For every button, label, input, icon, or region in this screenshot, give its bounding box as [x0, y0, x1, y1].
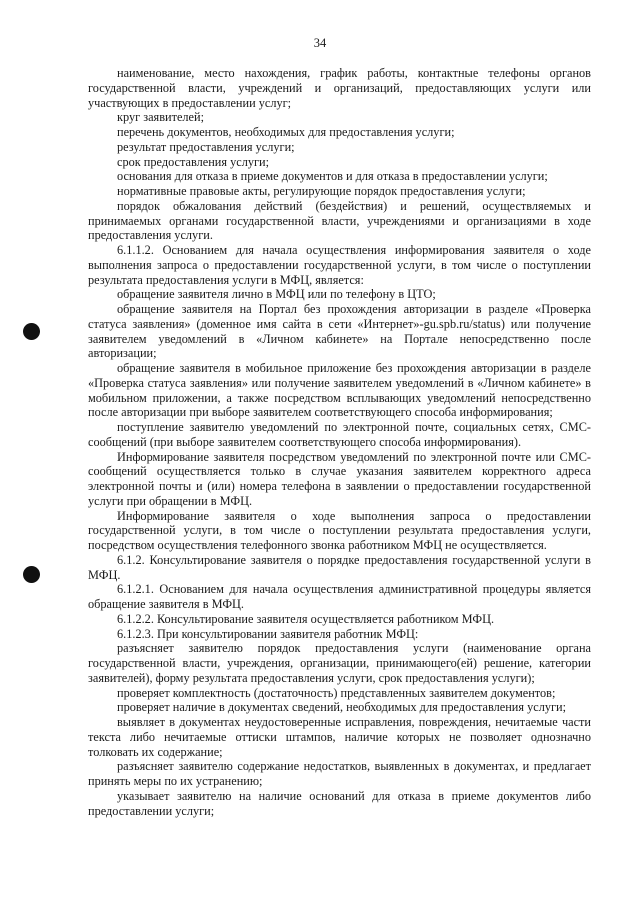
paragraph-6-1-2-1: 6.1.2.1. Основанием для начала осуществления административной процедуры является обращение заявителя в МФЦ.: [88, 582, 591, 611]
page-number: 34: [313, 36, 327, 50]
list-item-explains-deficiencies: разъясняет заявителю содержание недостатков, выявленных в документах, и предлагает принять меры по их устранению;: [88, 759, 591, 788]
list-item-appeal-procedure: порядок обжалования действий (бездействия) и решений, осуществляемых и принимаемых органами государственной власти, учреждениями и организациями в ходе предоставления услуги.: [88, 198, 591, 243]
list-item-portal: обращение заявителя на Портал без прохождения авторизации в разделе «Проверка статуса заявления» (доменное имя сайта в сети «Интернет»-gu.spb.ru/status) или получение заявителем уведомлений в «Личном кабинете» на Портале непосредственно после авторизации;: [88, 302, 591, 361]
list-item-term: срок предоставления услуги;: [117, 154, 270, 169]
paragraph-6-1-1-2: 6.1.1.2. Основанием для начала осуществления информирования заявителя о ходе выполнения запроса о предоставлении государственной услуги, в том числе о поступлении результата предоставления услуги в МФЦ, является:: [88, 243, 591, 287]
paragraph-info-bodies: наименование, место нахождения, график работы, контактные телефоны органов государственной власти, учреждений и организаций, предоставляющих услуги или участвующих в предоставлении услуг;: [88, 66, 591, 110]
list-item-personal-visit: обращение заявителя лично в МФЦ или по телефону в ЦТО;: [117, 287, 436, 302]
paragraph-email-sms-condition: Информирование заявителя посредством уведомлений по электронной почте или СМС-сообщений осуществляется только в случае указания заявителем корректного адреса электронной почты и (или) номера телефона в заявлении о предоставлении государственной услуги при обращении в МФЦ.: [88, 449, 591, 508]
punch-hole-upper: [23, 323, 40, 340]
list-item-detects-corrections: выявляет в документах неудостоверенные исправления, повреждения, нечитаемые части текста либо нечитаемые оттиски штампов, наличие которых не позволяет однозначно толковать их содержание;: [88, 715, 591, 759]
punch-hole-lower: [23, 566, 40, 583]
list-item-email-sms: поступление заявителю уведомлений по электронной почте, социальных сетях, СМС-сообщений (при выборе заявителем соответствующего способа информирования).: [88, 420, 591, 449]
paragraph-no-phone-calls: Информирование заявителя о ходе выполнения запроса о предоставлении государственной услуги, в том числе о поступлении результата предоставления услуги, посредством осуществления телефонного звонка работником МФЦ не осуществляется.: [88, 508, 591, 552]
paragraph-6-1-2-2: 6.1.2.2. Консультирование заявителя осуществляется работником МФЦ.: [117, 611, 495, 626]
paragraph-6-1-2-3: 6.1.2.3. При консультировании заявителя работник МФЦ:: [117, 626, 419, 641]
list-item-refusal-grounds: основания для отказа в приеме документов и для отказа в предоставлении услуги;: [117, 169, 548, 184]
list-item-indicates-refusal: указывает заявителю на наличие оснований для отказа в приеме документов либо предоставлении услуги;: [88, 788, 591, 818]
list-item-checks-completeness: проверяет комплектность (достаточность) представленных заявителем документов;: [117, 685, 556, 700]
list-item-checks-information: проверяет наличие в документах сведений, необходимых для предоставления услуги;: [117, 700, 567, 715]
document-body: [88, 66, 591, 818]
list-item-legal-acts: нормативные правовые акты, регулирующие порядок предоставления услуги;: [117, 184, 526, 198]
list-item-mobile-app: обращение заявителя в мобильное приложение без прохождения авторизации в разделе «Проверка статуса заявления» или получение заявителем уведомлений в «Личном кабинете» в мобильном приложении, а также посредством всплывающих уведомлений непосредственно после авторизации при выборе заявителем соответствующего способа информирования;: [88, 361, 591, 420]
list-item-result: результат предоставления услуги;: [117, 139, 295, 154]
list-item-explains-procedure: разъясняет заявителю порядок предоставления услуги (наименование органа государственной власти, учреждения, организации, принимающего(ей) решение, категории заявителей), форму результата предоставления услуги, срок предоставления услуги);: [88, 641, 591, 685]
list-item-applicants: круг заявителей;: [117, 110, 205, 125]
list-item-documents: перечень документов, необходимых для предоставления услуги;: [117, 125, 455, 139]
paragraph-6-1-2: 6.1.2. Консультирование заявителя о порядке предоставления государственной услуги в МФЦ.: [88, 552, 591, 582]
